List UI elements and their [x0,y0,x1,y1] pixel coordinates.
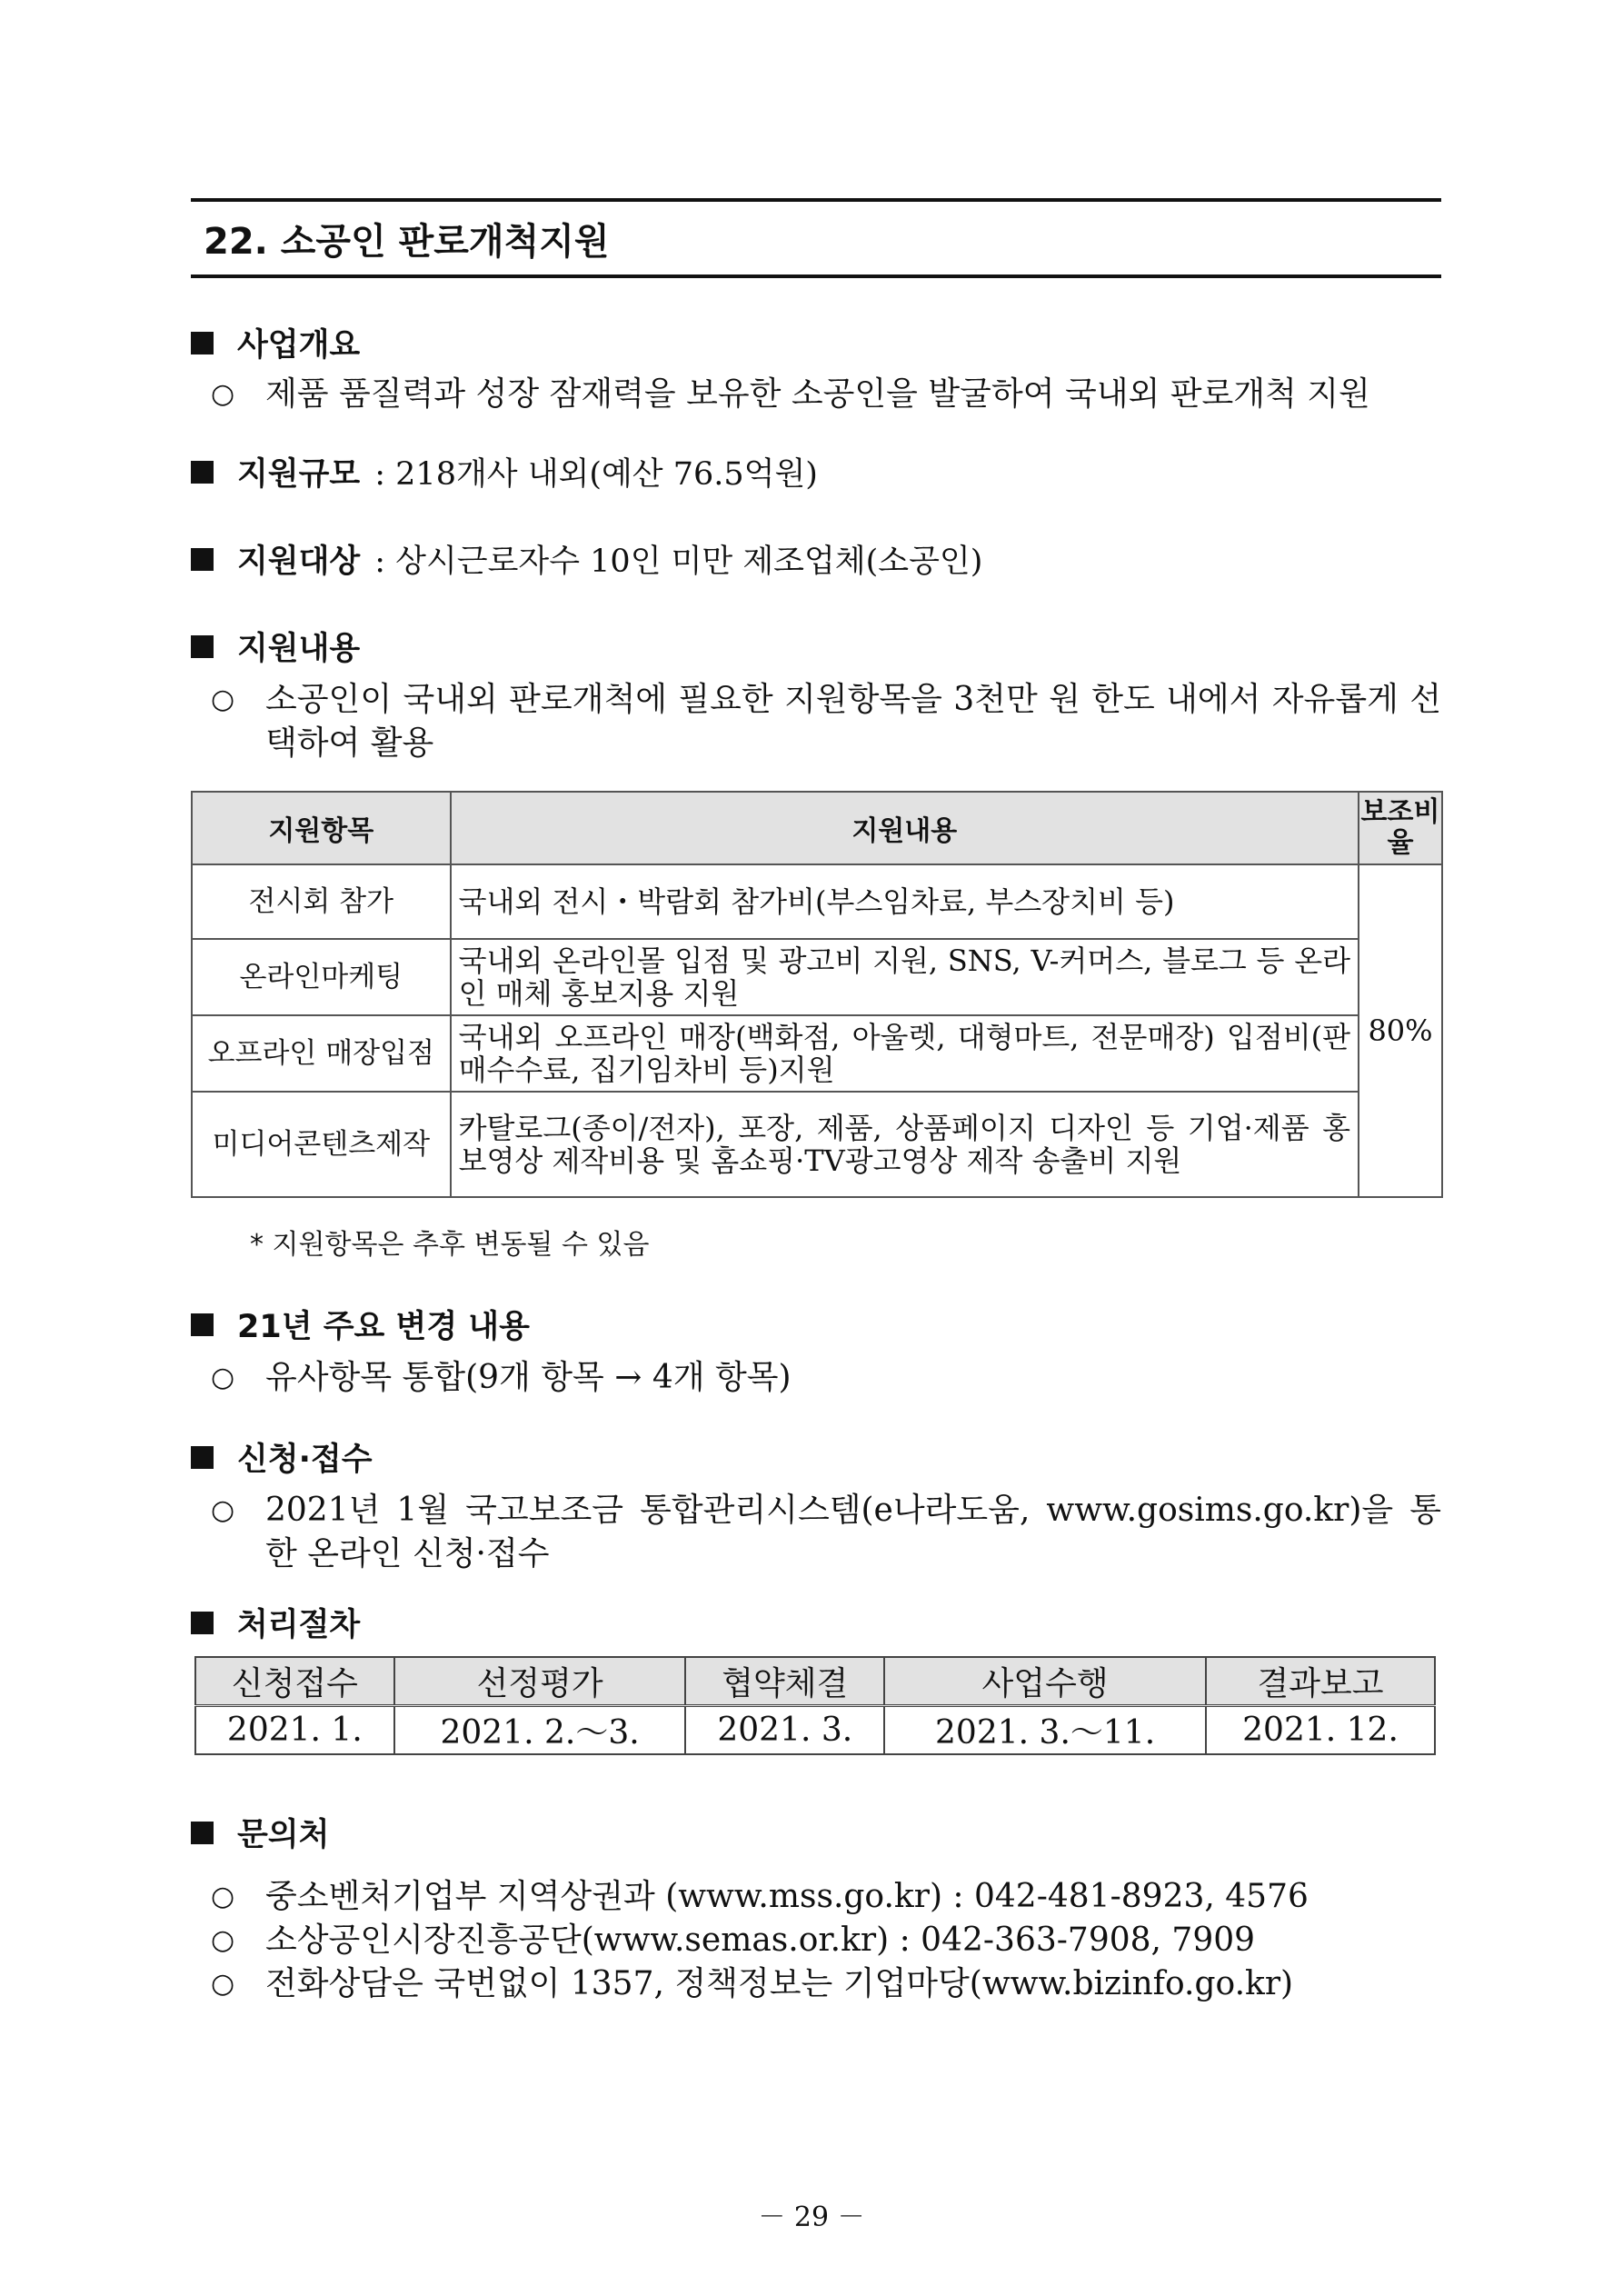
square-bullet-icon [191,1446,214,1469]
changes-text: 유사항목 통합(9개 항목 → 4개 항목) [265,1359,792,1396]
application-heading-label: 신청·접수 [237,1442,373,1478]
overview-heading-label: 사업개요 [237,327,361,364]
table-row [192,1015,1442,1092]
content-bullet [191,678,1441,765]
contact-list [191,1875,1441,2006]
square-bullet-icon [191,461,214,484]
overview-heading [191,320,1441,365]
procedure-heading [191,1600,1441,1645]
procedure-step: 협약체결 [685,1657,884,1706]
overview-bullet [191,373,1441,416]
procedure-step: 신청접수 [195,1657,394,1706]
item-cell: 온라인마케팅 [192,939,451,1015]
contact-item [191,1962,1441,2006]
circle-bullet-icon: ○ [211,1362,235,1393]
circle-bullet-icon: ○ [211,1881,235,1912]
procedure-date: 2021. 3. [685,1706,884,1755]
table-row [192,939,1442,1015]
content-text: 소공인이 국내외 판로개척에 필요한 지원항목을 3천만 원 한도 내에서 자유롭게 선택하여 활용 [265,681,1441,762]
scale-text: : 218개사 내외(예산 76.5억원) [374,456,818,493]
overview-text: 제품 품질력과 성장 잠재력을 보유한 소공인을 발굴하여 국내외 판로개척 지원 [265,375,1370,413]
circle-bullet-icon: ○ [211,1494,235,1526]
changes-heading-label: 21년 주요 변경 내용 [237,1309,530,1345]
header-ratio: 보조비율 [1359,792,1442,864]
procedure-date: 2021. 12. [1206,1706,1435,1755]
application-text: 2021년 1월 국고보조금 통합관리시스템(e나라도움, www.gosims.go.kr)을 통한 온라인 신청·접수 [265,1492,1441,1572]
procedure-date: 2021. 2.～3. [394,1706,686,1755]
target-heading [191,536,1441,582]
circle-bullet-icon: ○ [211,684,235,715]
contact-item [191,1875,1441,1919]
page-number: － 29 － [758,2201,865,2233]
document-page [191,198,1441,2006]
item-cell: 미디어콘텐츠제작 [192,1092,451,1197]
header-item: 지원항목 [192,792,451,864]
item-cell: 전시회 참가 [192,864,451,939]
contact-item [191,1919,1441,1962]
procedure-date: 2021. 3.～11. [884,1706,1206,1755]
content-cell: 국내외 오프라인 매장(백화점, 아울렛, 대형마트, 전문매장) 입점비(판매수수료, 집기임차비 등)지원 [451,1015,1359,1092]
support-table-header [192,792,1442,864]
square-bullet-icon [191,1313,214,1336]
ratio-cell: 80% [1359,864,1442,1197]
content-cell: 국내외 온라인몰 입점 및 광고비 지원, SNS, V-커머스, 블로그 등 온라인 매체 홍보지용 지원 [451,939,1359,1015]
circle-bullet-icon: ○ [211,1968,235,2000]
contact-text: 중소벤처기업부 지역상권과 (www.mss.go.kr) : 042-481-8923, 4576 [265,1878,1309,1915]
contact-heading-label: 문의처 [237,1817,330,1853]
changes-bullet [191,1356,1441,1400]
square-bullet-icon [191,548,214,571]
page-title: 22. 소공인 판로개척지원 [191,198,1441,278]
square-bullet-icon [191,332,214,354]
procedure-date: 2021. 1. [195,1706,394,1755]
target-text: : 상시근로자수 10인 미만 제조업체(소공인) [374,544,983,580]
support-table [191,791,1443,1198]
content-cell: 카탈로그(종이/전자), 포장, 제품, 상품페이지 디자인 등 기업·제품 홍보영상 제작비용 및 홈쇼핑·TV광고영상 제작 송출비 지원 [451,1092,1359,1197]
procedure-dates-row [195,1706,1435,1755]
content-cell: 국내외 전시・박람회 참가비(부스임차료, 부스장치비 등) [451,864,1359,939]
contact-text: 전화상담은 국번없이 1357, 정책정보는 기업마당(www.bizinfo.go.kr) [265,1965,1294,2002]
scale-heading-label: 지원규모 [237,456,361,493]
procedure-table [194,1656,1436,1755]
circle-bullet-icon: ○ [211,378,235,410]
content-heading [191,624,1441,669]
scale-heading [191,449,1441,494]
square-bullet-icon [191,1612,214,1634]
contact-heading [191,1810,1441,1855]
circle-bullet-icon: ○ [211,1924,235,1956]
procedure-heading-label: 처리절차 [237,1607,361,1643]
item-cell: 오프라인 매장입점 [192,1015,451,1092]
square-bullet-icon [191,635,214,658]
table-note: * 지원항목은 추후 변동될 수 있음 [250,1229,650,1261]
procedure-step: 결과보고 [1206,1657,1435,1706]
procedure-step: 선정평가 [394,1657,686,1706]
content-heading-label: 지원내용 [237,631,361,667]
header-content: 지원내용 [451,792,1359,864]
table-row [192,1092,1442,1197]
changes-heading [191,1302,1441,1347]
procedure-step: 사업수행 [884,1657,1206,1706]
target-heading-label: 지원대상 [237,544,361,580]
table-row [192,864,1442,939]
contact-text: 소상공인시장진흥공단(www.semas.or.kr) : 042-363-7908, 7909 [265,1922,1256,1959]
application-heading [191,1434,1441,1480]
square-bullet-icon [191,1822,214,1844]
application-bullet [191,1489,1441,1576]
procedure-steps-row [195,1657,1435,1706]
